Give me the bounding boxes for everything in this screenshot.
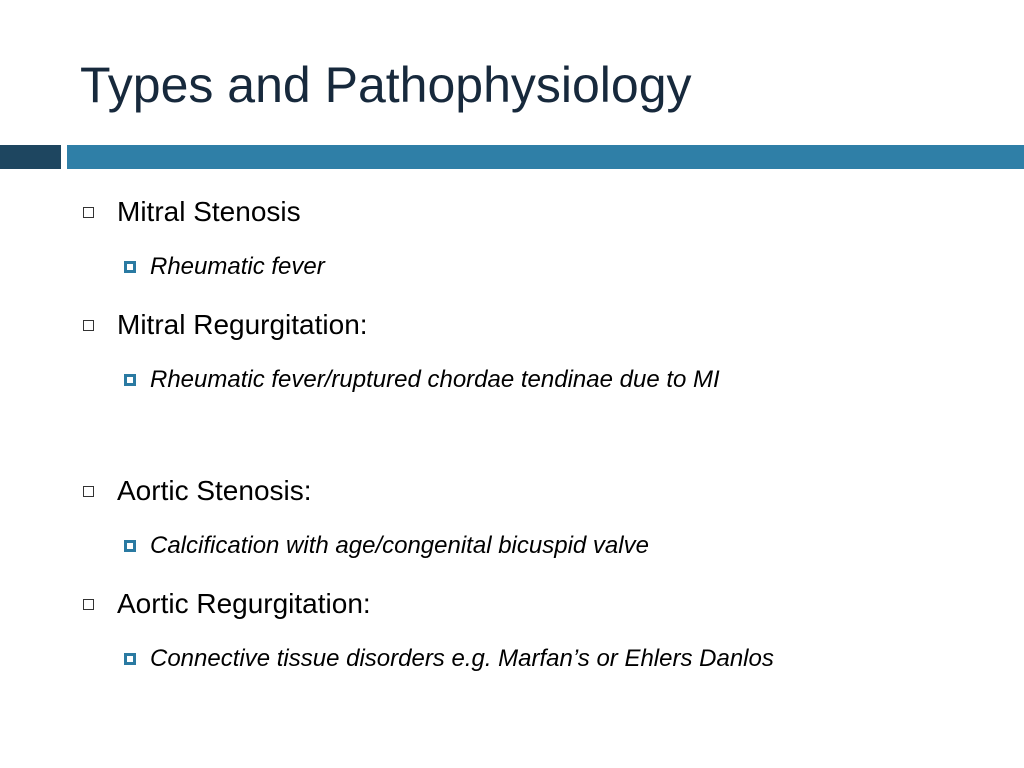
bullet-item [80, 584, 371, 624]
sub-bullet-text: Rheumatic fever [150, 253, 325, 280]
hollow-square-bullet-icon [83, 320, 94, 331]
sub-bullet-item [124, 641, 774, 677]
bullet-text: Mitral Regurgitation: [117, 309, 368, 340]
bullet-item [80, 471, 312, 511]
bullet-text: Aortic Stenosis: [117, 475, 312, 506]
slide-title: Types and Pathophysiology [80, 57, 692, 113]
sub-bullet-text: Connective tissue disorders e.g. Marfan’s or Ehlers Danlos [150, 645, 774, 672]
hollow-square-bullet-icon [83, 599, 94, 610]
bullet-text: Aortic Regurgitation: [117, 588, 371, 619]
filled-square-bullet-icon [124, 540, 136, 552]
filled-square-bullet-icon [124, 374, 136, 386]
sub-bullet-item [124, 362, 720, 398]
filled-square-bullet-icon [124, 653, 136, 665]
bullet-item [80, 192, 301, 232]
sub-bullet-item [124, 249, 325, 285]
sub-bullet-text: Rheumatic fever/ruptured chordae tendinae due to MI [150, 366, 720, 393]
sub-bullet-text: Calcification with age/congenital bicuspid valve [150, 532, 649, 559]
bullet-text: Mitral Stenosis [117, 196, 301, 227]
hollow-square-bullet-icon [83, 486, 94, 497]
sub-bullet-item [124, 528, 649, 564]
bullet-item [80, 305, 368, 345]
filled-square-bullet-icon [124, 261, 136, 273]
hollow-square-bullet-icon [83, 207, 94, 218]
